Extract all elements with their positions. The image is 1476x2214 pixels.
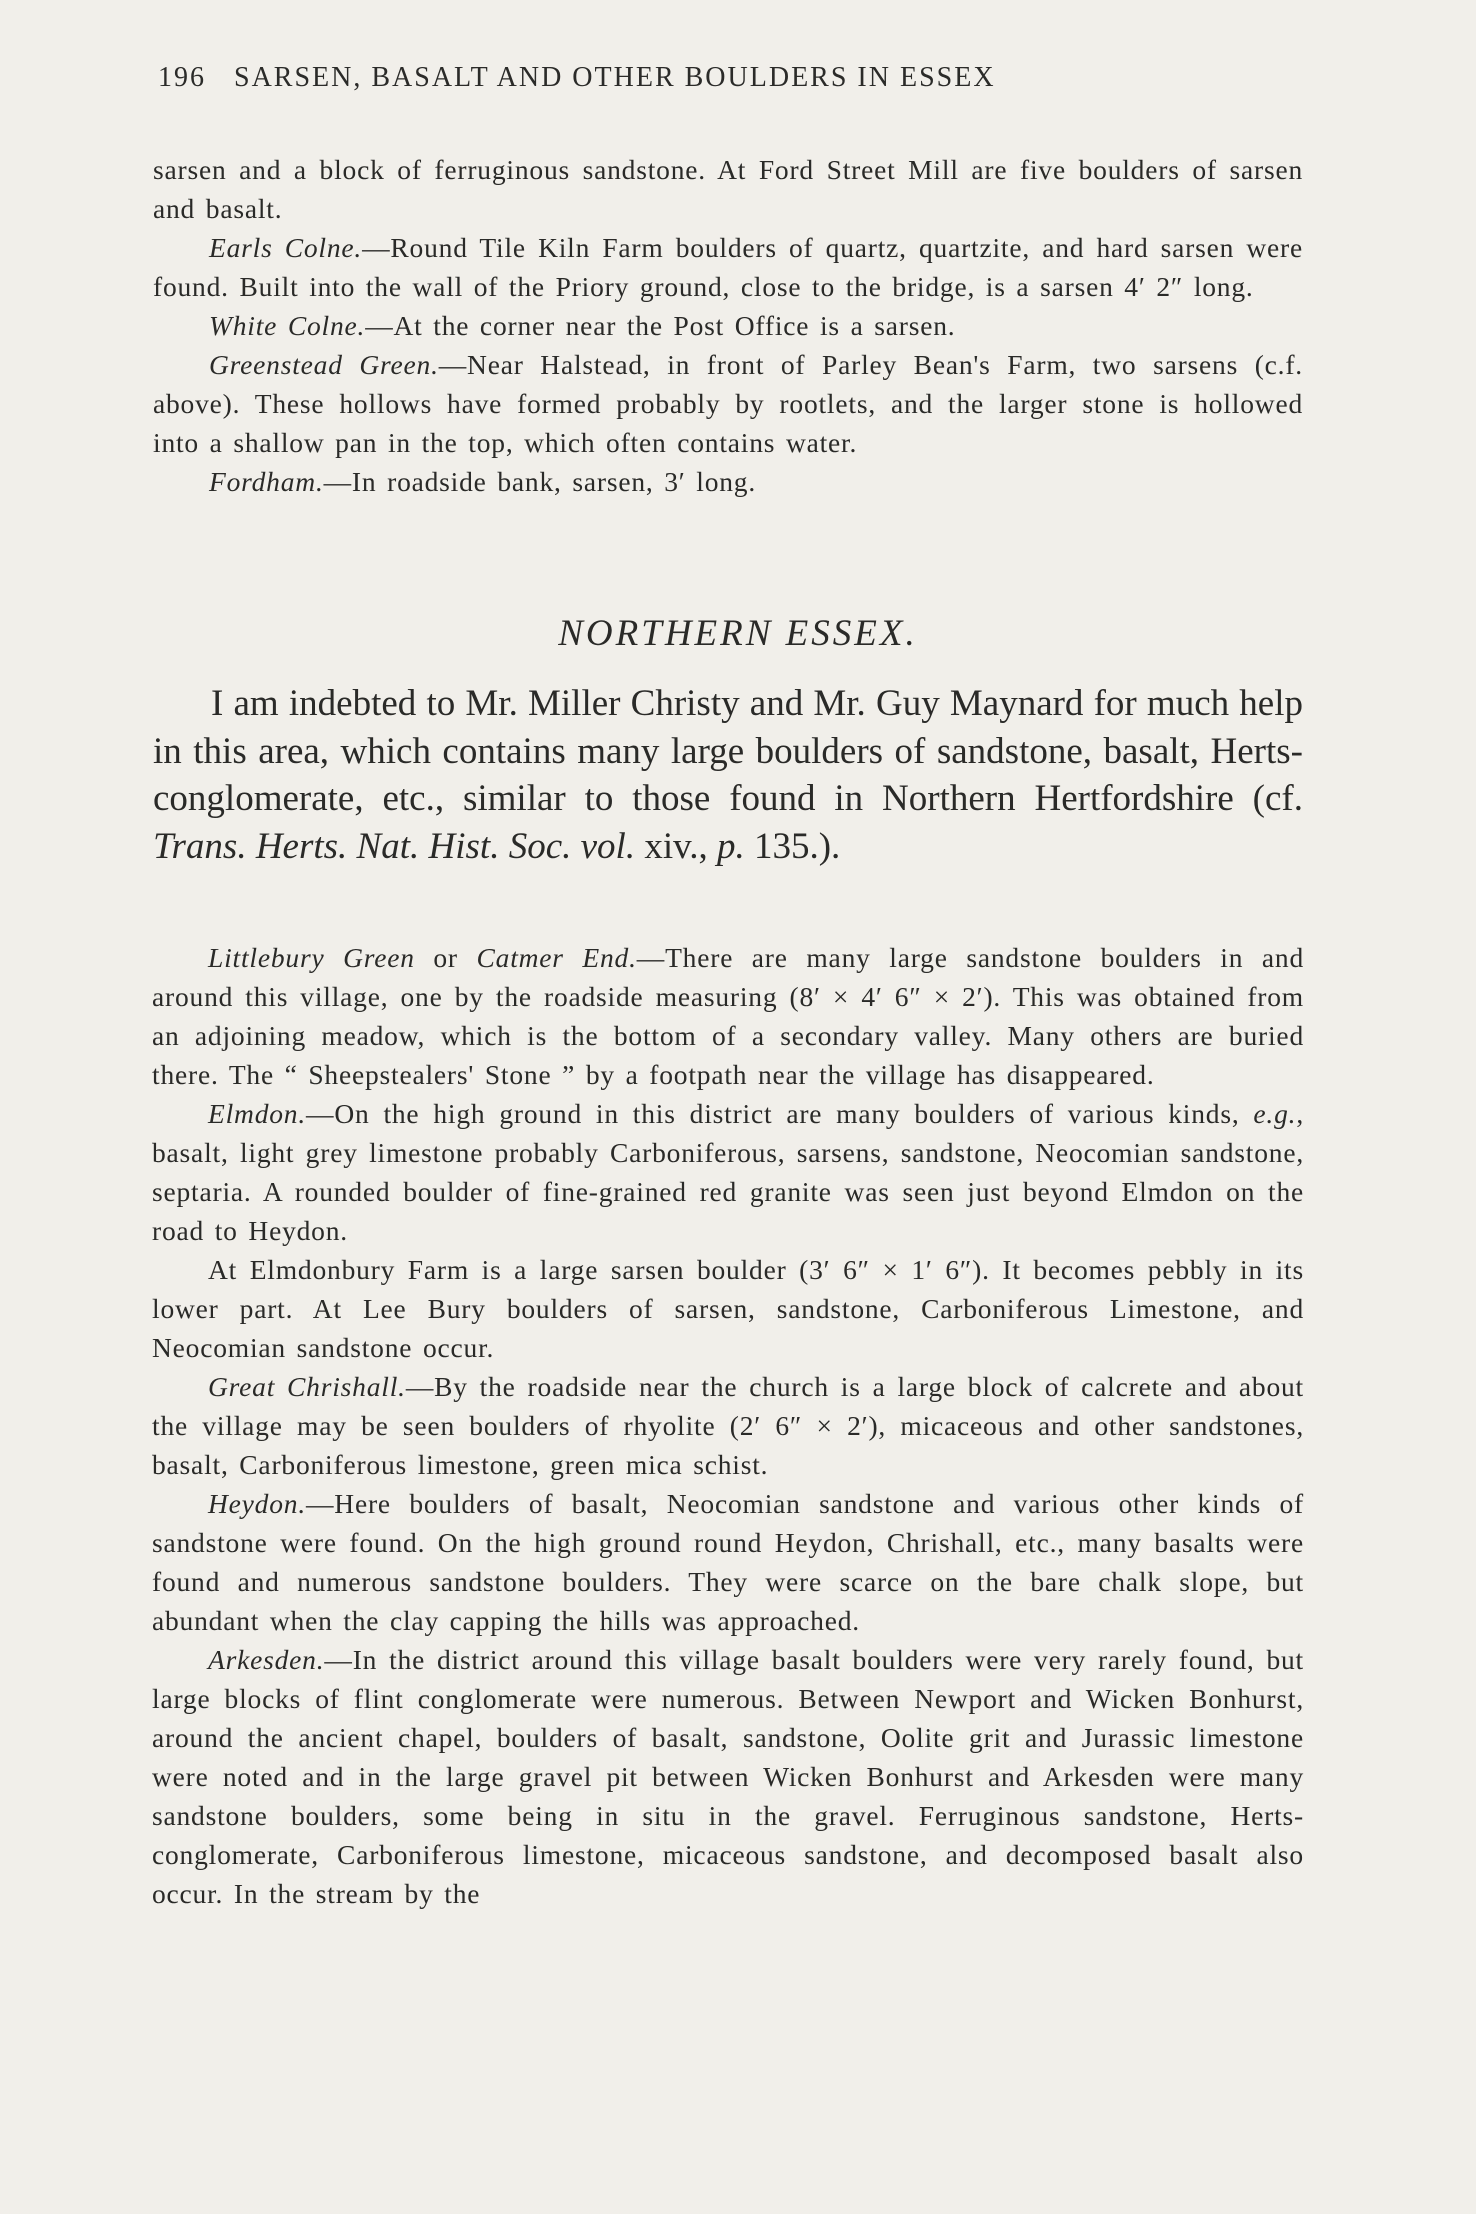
paragraph-text: —Round Tile Kiln Farm boulders of quartz, quartzite, and hard sarsen were found. Built into the wall of the Priory ground, close to the bridge, is a sarsen 4′ 2″ long. xyxy=(153,232,1303,302)
top-text-block xyxy=(153,150,1303,501)
paragraph-text: —In roadside bank, sarsen, 3′ long. xyxy=(323,466,757,497)
place-name: Elmdon. xyxy=(208,1098,307,1129)
paragraph xyxy=(152,1250,1304,1367)
paragraph xyxy=(153,462,1303,501)
place-name: Earls Colne. xyxy=(209,232,363,263)
place-name: Catmer End. xyxy=(476,942,637,973)
place-name: Fordham. xyxy=(209,466,324,497)
paragraph-text: —At the corner near the Post Office is a sarsen. xyxy=(365,310,956,341)
paragraph xyxy=(152,1094,1304,1250)
place-name: Littlebury Green xyxy=(208,942,415,973)
section-heading: NORTHERN ESSEX. xyxy=(558,613,918,654)
place-name: White Colne. xyxy=(209,310,366,341)
paragraph xyxy=(153,345,1303,462)
place-name: Great Chrishall. xyxy=(208,1371,406,1402)
paragraph xyxy=(153,228,1303,306)
place-name: Arkesden. xyxy=(208,1644,325,1675)
lead-text: I am indebted to Mr. Miller Christy and Mr. Guy Maynard for much help in this area, which contains many large boulders of sandstone, basalt, Herts-conglomerate, etc., similar to those found in Northern Hertfordshire (cf. xyxy=(153,683,1303,819)
page-number: 196 xyxy=(158,62,206,93)
paragraph-text: —There are many large sandstone boulders in and around this village, one by the roadside measuring (8′ × 4′ 6″ × 2′). This was obtained from an adjoining meadow, which is the bottom of a secondary valley. Many others are buried there. The “ Sheepstealers' Stone ” by a footpath near the village has disappeared. xyxy=(152,942,1304,1090)
lead-text: xiv., xyxy=(635,825,717,867)
reference-page-abbr: p. xyxy=(716,825,745,867)
reference-title: Trans. Herts. Nat. Hist. Soc. vol. xyxy=(153,825,636,867)
running-head xyxy=(158,62,1318,94)
place-name: Heydon. xyxy=(208,1488,306,1519)
paragraph-text: sarsen and a block of ferruginous sandstone. At Ford Street Mill are five boulders of sarsen and basalt. xyxy=(153,154,1303,224)
paragraph xyxy=(153,306,1303,345)
paragraph xyxy=(152,1640,1304,1913)
paragraph-text: At Elmdonbury Farm is a large sarsen boulder (3′ 6″ × 1′ 6″). It becomes pebbly in its lower part. At Lee Bury boulders of sarsen, sandstone, Carboniferous Limestone, and Neocomian sandstone occur. xyxy=(152,1254,1304,1363)
paragraph-text: —Here boulders of basalt, Neocomian sandstone and various other kinds of sandstone were found. On the high ground round Heydon, Chrishall, etc., many basalts were found and numerous sandstone boulders. They were scarce on the bare chalk slope, but abundant when the clay capping the hills was approached. xyxy=(152,1488,1304,1636)
abbreviation: e.g. xyxy=(1253,1098,1297,1129)
paragraph xyxy=(152,1484,1304,1640)
paragraph xyxy=(152,1367,1304,1484)
connector-text: or xyxy=(414,942,477,973)
lead-text: 135.). xyxy=(744,825,841,867)
lead-paragraph-block xyxy=(153,680,1303,870)
bottom-text-block xyxy=(152,938,1304,1913)
paragraph-text: —On the high ground in this district are many boulders of various kinds, xyxy=(306,1098,1254,1129)
paragraph-text: —In the district around this village basalt boulders were very rarely found, but large blocks of flint conglomerate were numerous. Between Newport and Wicken Bonhurst, around the ancient chapel, boulders of basalt, sandstone, Oolite grit and Jurassic limestone were noted and in the large gravel pit between Wicken Bonhurst and Arkesden were many sandstone boulders, some being in situ in the gravel. Ferruginous sandstone, Herts-conglomerate, Carboniferous limestone, micaceous sandstone, and decomposed basalt also occur. In the stream by the xyxy=(152,1644,1304,1909)
paragraph xyxy=(152,938,1304,1094)
running-title: SARSEN, BASALT AND OTHER BOULDERS IN ESSEX xyxy=(234,62,996,93)
paragraph-text: —By the roadside near the church is a large block of calcrete and about the village may be seen boulders of rhyolite (2′ 6″ × 2′), micaceous and other sandstones, basalt, Carboniferous limestone, green mica schist. xyxy=(152,1371,1304,1480)
paragraph-text: , basalt, light grey limestone probably Carboniferous, sarsens, sandstone, Neocomian sandstone, septaria. A rounded boulder of fine-grained red granite was seen just beyond Elmdon on the road to Heydon. xyxy=(152,1098,1304,1246)
lead-paragraph xyxy=(153,680,1303,870)
paragraph xyxy=(153,150,1303,228)
paragraph-text: —Near Halstead, in front of Parley Bean's Farm, two sarsens (c.f. above). These hollows have formed probably by rootlets, and the larger stone is hollowed into a shallow pan in the top, which often contains water. xyxy=(153,349,1303,458)
place-name: Greenstead Green. xyxy=(209,349,439,380)
